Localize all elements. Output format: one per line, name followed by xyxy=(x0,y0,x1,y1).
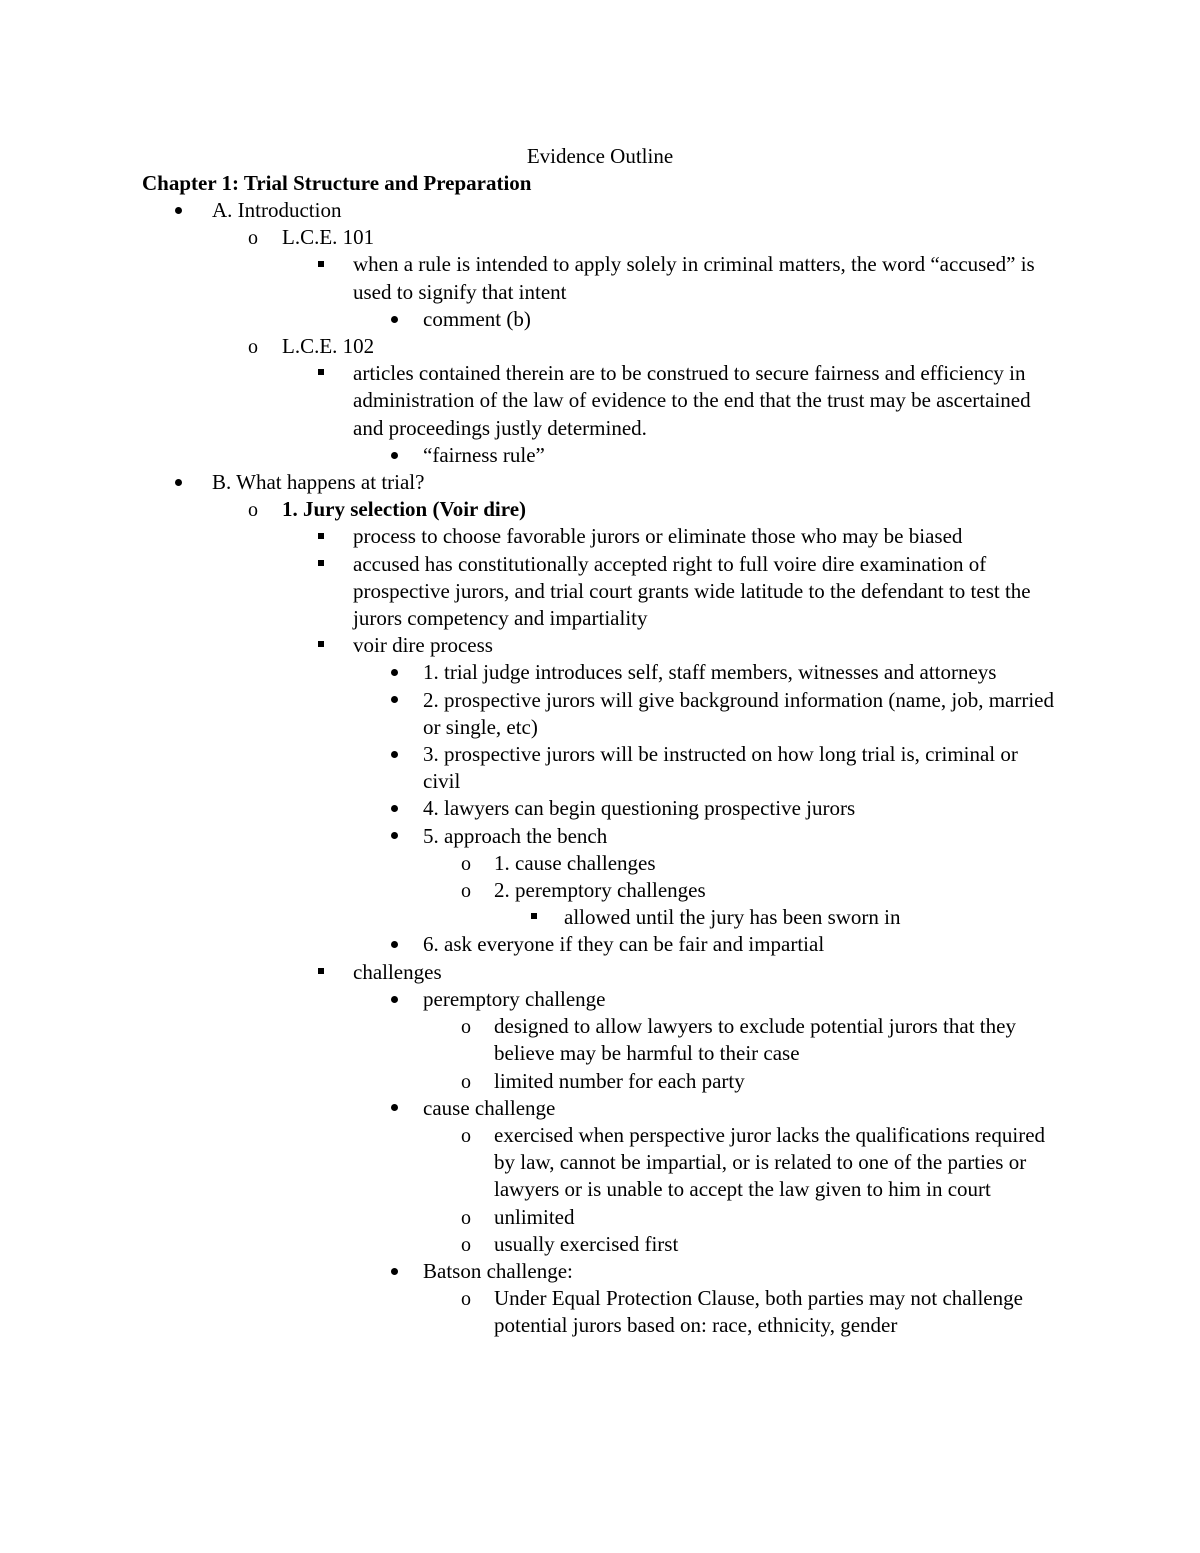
outline-item xyxy=(0,251,1200,305)
outline-item-text: Under Equal Protection Clause, both parties may not challenge potential jurors based on: race, ethnicity, gender xyxy=(494,1286,1023,1338)
outline-item xyxy=(0,659,1200,686)
outline-item xyxy=(0,1258,1200,1285)
outline-item-text: L.C.E. 102 xyxy=(282,334,375,359)
bullet-square-icon xyxy=(318,959,338,986)
bullet-square-icon xyxy=(318,360,338,387)
bullet-circle-icon: o xyxy=(248,336,258,359)
outline-item xyxy=(0,687,1200,741)
outline-item-text: 1. trial judge introduces self, staff members, witnesses and attorneys xyxy=(423,660,997,685)
outline-item-text: 1. cause challenges xyxy=(494,850,656,875)
outline-item-text: Batson challenge: xyxy=(423,1258,573,1283)
document-title: Evidence Outline xyxy=(526,144,674,168)
outline-item xyxy=(0,306,1200,333)
outline-item xyxy=(0,959,1200,986)
outline-item xyxy=(0,1068,1200,1095)
chapter-heading: Chapter 1: Trial Structure and Preparation xyxy=(142,171,532,195)
bullet-circle-icon: o xyxy=(461,1124,471,1147)
bullet-dot-icon xyxy=(391,823,411,850)
bullet-circle-icon: o xyxy=(461,852,471,875)
bullet-circle-icon: o xyxy=(461,1206,471,1229)
outline-item-text: allowed until the jury has been sworn in xyxy=(564,905,901,930)
outline-item xyxy=(0,523,1200,550)
outline-item-text: 2. prospective jurors will give background information (name, job, married or single, etc) xyxy=(423,687,1054,739)
outline-item xyxy=(0,442,1200,469)
outline-item xyxy=(0,741,1200,795)
bullet-circle-icon: o xyxy=(248,227,258,250)
bullet-dot-icon xyxy=(175,197,195,224)
bullet-circle-icon: o xyxy=(461,1070,471,1093)
bullet-square-icon xyxy=(531,904,551,931)
outline-item xyxy=(0,1204,1200,1231)
bullet-circle-icon: o xyxy=(461,880,471,903)
outline-item xyxy=(0,904,1200,931)
outline-item xyxy=(0,877,1200,904)
bullet-dot-icon xyxy=(175,469,195,496)
outline-item-text: 2. peremptory challenges xyxy=(494,878,706,903)
bullet-square-icon xyxy=(318,632,338,659)
outline-item-text: “fairness rule” xyxy=(423,442,545,467)
outline-item xyxy=(0,1095,1200,1122)
outline-item xyxy=(0,795,1200,822)
bullet-circle-icon: o xyxy=(461,1233,471,1256)
outline-item-text: exercised when perspective juror lacks the qualifications required by law, cannot be impartial, or is related to one of the parties or lawyers or is unable to accept the law given to him in court xyxy=(494,1122,1046,1202)
outline-item-text: B. What happens at trial? xyxy=(212,470,425,495)
outline-item xyxy=(0,1122,1200,1204)
outline-item xyxy=(0,469,1200,496)
bullet-square-icon xyxy=(318,551,338,578)
outline-item-text: cause challenge xyxy=(423,1095,556,1120)
outline-item-text: articles contained therein are to be construed to secure fairness and efficiency in administration of the law of evidence to the end that the trust may be ascertained and proceedings justly determined. xyxy=(353,361,1031,440)
bullet-dot-icon xyxy=(391,306,411,333)
outline-item xyxy=(0,850,1200,877)
bullet-dot-icon xyxy=(391,687,411,714)
outline-item-text: usually exercised first xyxy=(494,1231,679,1256)
outline-item-text: peremptory challenge xyxy=(423,986,606,1011)
outline-item-text: comment (b) xyxy=(423,306,531,331)
outline-item-text: 1. Jury selection (Voir dire) xyxy=(282,497,527,522)
outline-item xyxy=(0,986,1200,1013)
outline-item-text: process to choose favorable jurors or eliminate those who may be biased xyxy=(353,524,963,549)
bullet-circle-icon: o xyxy=(461,1288,471,1311)
bullet-dot-icon xyxy=(391,986,411,1013)
outline-item xyxy=(0,333,1200,360)
bullet-dot-icon xyxy=(391,442,411,469)
bullet-dot-icon xyxy=(391,931,411,958)
outline-item-text: unlimited xyxy=(494,1204,575,1229)
outline-item xyxy=(0,931,1200,958)
outline-item xyxy=(0,496,1200,523)
outline-item xyxy=(0,1285,1200,1339)
bullet-square-icon xyxy=(318,251,338,278)
outline-item-text: when a rule is intended to apply solely in criminal matters, the word “accused” is used to signify that intent xyxy=(353,252,1035,304)
outline-item-text: 4. lawyers can begin questioning prospective jurors xyxy=(423,796,856,821)
outline-item-text: L.C.E. 101 xyxy=(282,225,375,250)
outline-item-text: accused has constitutionally accepted right to full voire dire examination of prospective jurors, and trial court grants wide latitude to the defendant to test the jurors competency and impartiality xyxy=(353,551,1031,631)
bullet-dot-icon xyxy=(391,1095,411,1122)
outline-item xyxy=(0,1231,1200,1258)
outline-item-text: A. Introduction xyxy=(212,198,342,222)
outline-item-text: 6. ask everyone if they can be fair and impartial xyxy=(423,932,825,957)
outline-item xyxy=(0,823,1200,850)
outline-item xyxy=(0,551,1200,633)
outline-item xyxy=(0,197,1200,224)
outline-item-text: designed to allow lawyers to exclude potential jurors that they believe may be harmful to their case xyxy=(494,1014,1016,1066)
outline-item-text: voir dire process xyxy=(353,633,493,658)
outline-item-text: limited number for each party xyxy=(494,1068,745,1093)
outline-item xyxy=(0,360,1200,442)
bullet-circle-icon: o xyxy=(461,1016,471,1039)
outline-item-text: 3. prospective jurors will be instructed on how long trial is, criminal or civil xyxy=(423,742,1018,794)
bullet-dot-icon xyxy=(391,795,411,822)
outline-item-text: 5. approach the bench xyxy=(423,823,608,848)
bullet-dot-icon xyxy=(391,741,411,768)
bullet-circle-icon: o xyxy=(248,499,258,522)
outline-item xyxy=(0,224,1200,251)
bullet-dot-icon xyxy=(391,1258,411,1285)
outline-item xyxy=(0,1013,1200,1067)
bullet-square-icon xyxy=(318,523,338,550)
bullet-dot-icon xyxy=(391,659,411,686)
outline-list xyxy=(0,197,1200,1340)
outline-item-text: challenges xyxy=(353,959,442,984)
outline-item xyxy=(0,632,1200,659)
